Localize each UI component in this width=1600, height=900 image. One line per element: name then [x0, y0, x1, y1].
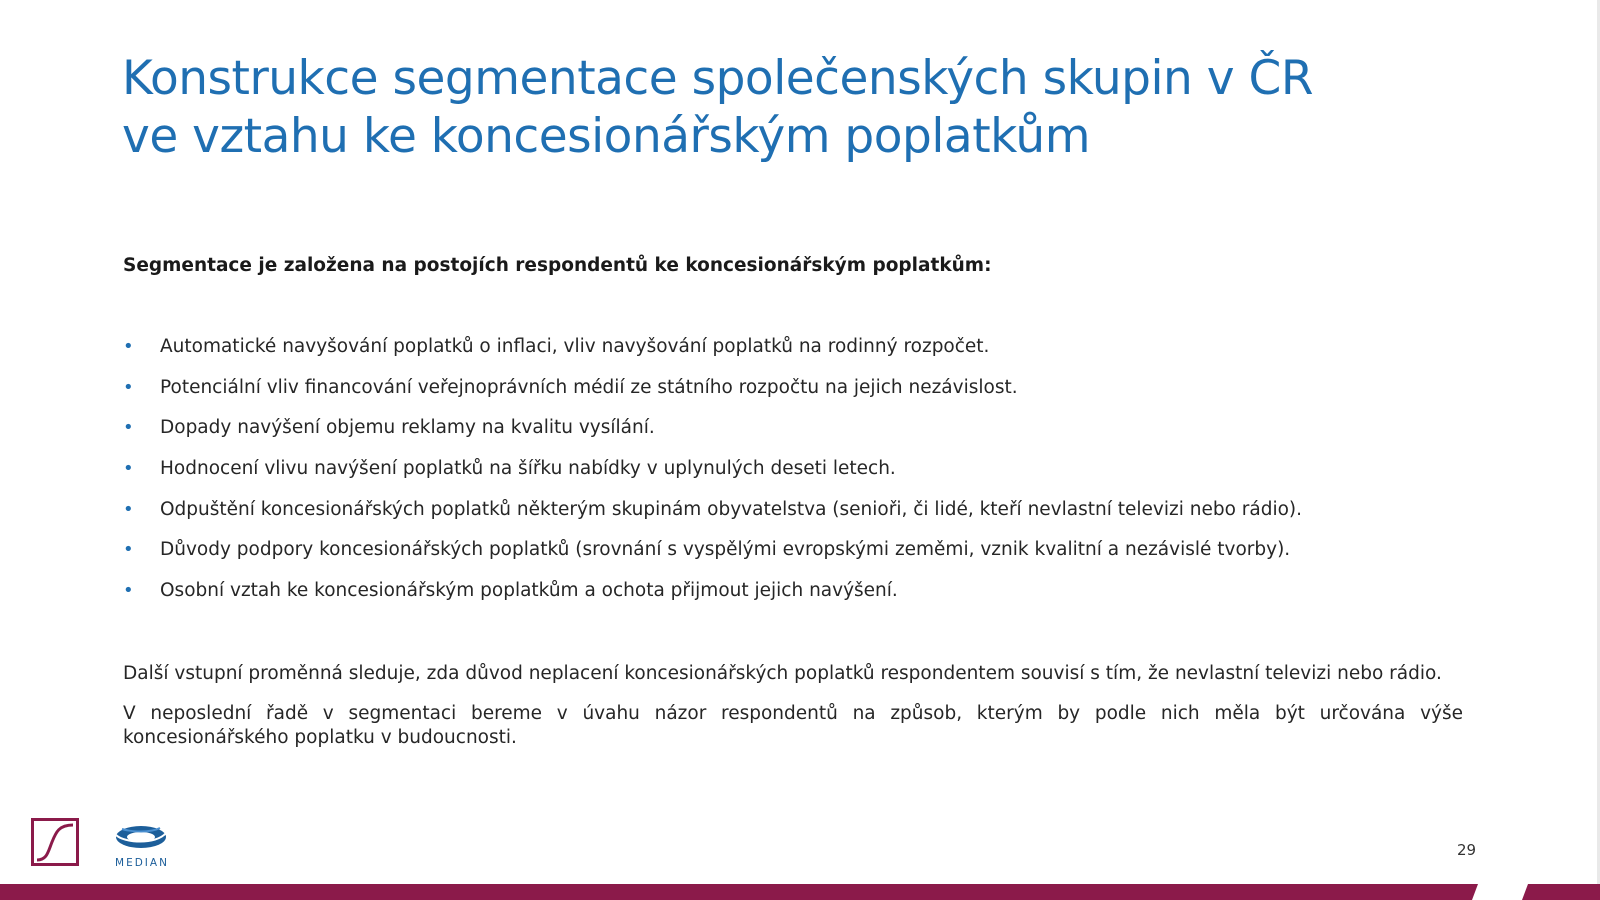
page-number: 29: [1457, 841, 1477, 859]
median-logo-text: MEDIAN: [115, 857, 169, 869]
bullet-text: Odpuštění koncesionářských poplatků některým skupinám obyvatelstva (senioři, či lidé, kteří nevlastní televizi nebo rádio).: [160, 498, 1303, 520]
bullet-icon: •: [123, 539, 134, 561]
bullet-icon: •: [123, 417, 134, 439]
bullet-text: Osobní vztah ke koncesionářským poplatkům a ochota přijmout jejich navýšení.: [160, 580, 898, 602]
bullet-text: Dopady navýšení objemu reklamy na kvalitu vysílání.: [160, 417, 655, 439]
bullet-icon: •: [123, 336, 134, 357]
slide-title-line-1: Konstrukce segmentace společenských skupin v ČR: [122, 51, 1314, 106]
bullet-icon: •: [123, 458, 134, 480]
lead-text: Segmentace je založena na postojích respondentů ke koncesionářským poplatkům:: [123, 255, 992, 276]
paragraph-1: Další vstupní proměnná sleduje, zda důvod neplacení koncesionářských poplatků respondentem souvisí s tím, že nevlastní televizi nebo rádio.: [123, 663, 1442, 684]
bullet-icon: •: [123, 580, 134, 602]
slide-title-line-2: ve vztahu ke koncesionářským poplatkům: [122, 109, 1090, 164]
bullet-text: Důvody podpory koncesionářských poplatků (srovnání s vyspělými evropskými zeměmi, vznik kvalitní a nezávislé tvorby).: [160, 539, 1291, 561]
bullet-text: Automatické navyšování poplatků o inflaci, vliv navyšování poplatků na rodinný rozpočet.: [160, 336, 990, 357]
paragraph-2: V neposlední řadě v segmentaci bereme v úvahu názor respondentů na způsob, kterým by podle nich měla být určována výše koncesionářského poplatku v budoucnosti.: [123, 703, 1463, 748]
s-curve-logo-icon: [31, 818, 79, 866]
bullet-icon: •: [123, 498, 134, 520]
slide-title: [122, 50, 1502, 166]
footer-bar: [0, 884, 1600, 900]
bullet-icon: •: [123, 376, 134, 398]
bullet-text: Potenciální vliv financování veřejnoprávních médií ze státního rozpočtu na jejich nezávislost.: [160, 376, 1018, 398]
bullet-text: Hodnocení vlivu navýšení poplatků na šířku nabídky v uplynulých deseti letech.: [160, 458, 896, 480]
